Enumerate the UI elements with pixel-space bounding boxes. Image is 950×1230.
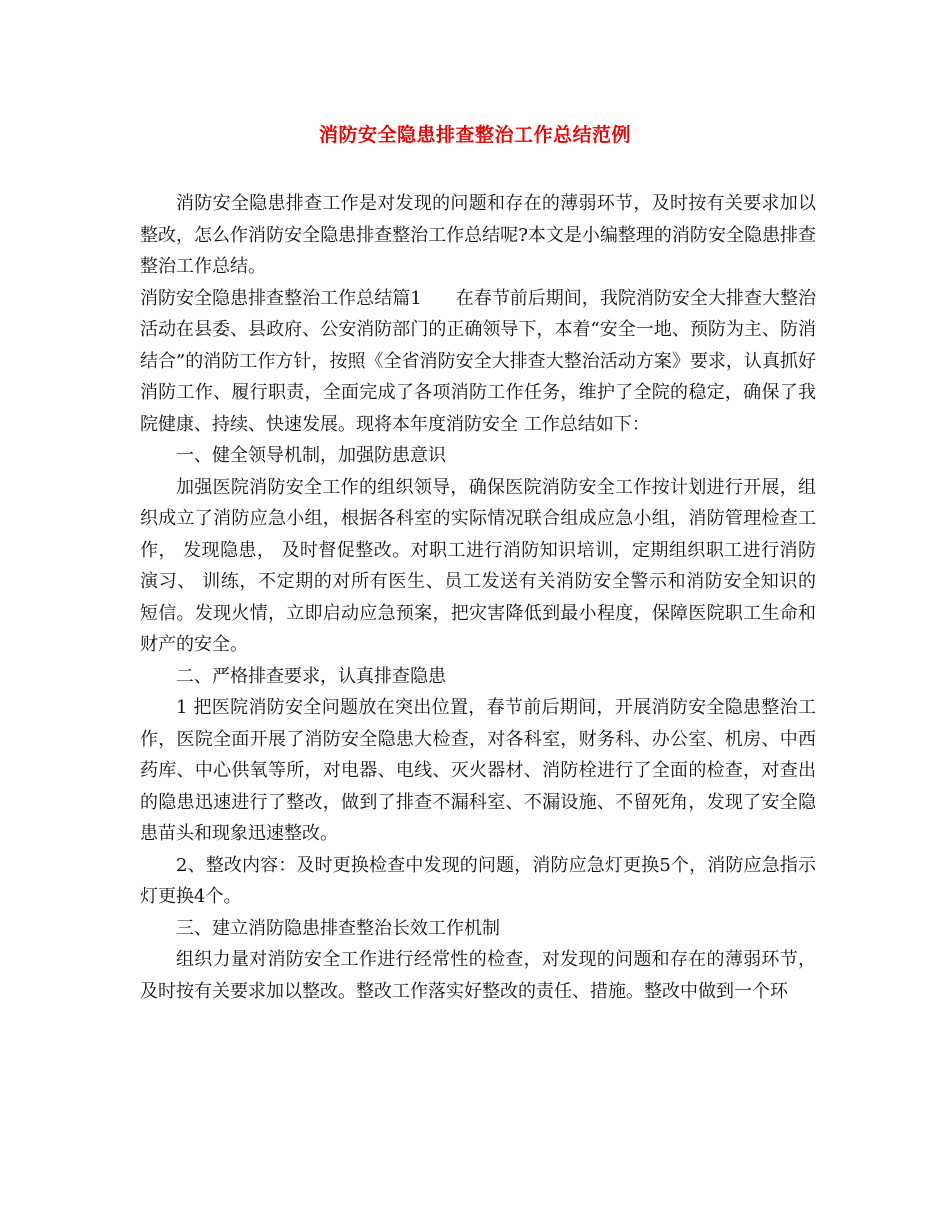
section-1-body: 加强医院消防安全工作的组织领导，确保医院消防安全工作按计划进行开展，组织成立了消防应急小组，根据各科室的实际情况联合组成应急小组，消防管理检查工作， 发现隐患， 及时督促整改。对职工进行消防知识培训，定期组织职工进行消防演习、 训练，不定期的对所有医生、员工发送有关消防安全警示和消防安全知识的 短信。发现火情，立即启动应急预案，把灾害降低到最小程度，保障医院职工生命和财产的安全。 (140, 476, 816, 655)
document-title: 消防安全隐患排查整治工作总结范例 (318, 124, 631, 146)
section-2-item-1: 1 把医院消防安全问题放在突出位置，春节前后期间，开展消防安全隐患整治工作，医院全面开展了消防安全隐患大检查，对各科室，财务科、办公室、机房、中西药库、中心供氧等所，对电器、电线、灭火器材、消防栓进行了全面的检查，对查出的隐患迅速进行了整改，做到了排查不漏科室、不漏设施、不留死角，发现了安全隐患苗头和现象迅速整改。 (140, 697, 816, 844)
article-paragraph (140, 283, 816, 441)
document-body (140, 188, 816, 1007)
section-1-title: 一、健全领导机制，加强防患意识 (176, 445, 446, 466)
article-heading: 消防安全隐患排查整治工作总结篇1 (140, 287, 422, 309)
section-3-body: 组织力量对消防安全工作进行经常性的检查，对发现的问题和存在的薄弱环节，及时按有关要求加以整改。整改工作落实好整改的责任、措施。整改中做到一个环 (140, 949, 816, 1002)
section-2-title: 二、严格排查要求，认真排查隐患 (176, 665, 446, 687)
section-2-item-2: 2、整改内容：及时更换检查中发现的问题，消防应急灯更换5个，消防应急指示灯更换4个。 (140, 854, 816, 907)
intro-paragraph: 消防安全隐患排查工作是对发现的问题和存在的薄弱环节，及时按有关要求加以整改，怎么作消防安全隐患排查整治工作总结呢?本文是小编整理的消防安全隐患排查整治工作总结。 (140, 193, 816, 277)
article-intro: 在春节前后期间，我院消防安全大排查大整治活动在县委、县政府、公安消防部门的正确领导下，本着“安全一地、预防为主、防消结合”的消防工作方针，按照《全省消防安全大排查大整治活动方案》要求，认真抓好消防工作、履行职责，全面完成了各项消防工作任务，维护了全院的稳定，确保了我院健康、持续、快速发展。现将本年度消防安全 工作总结如下： (140, 287, 816, 435)
section-3-title: 三、建立消防隐患排查整治长效工作机制 (176, 917, 500, 939)
